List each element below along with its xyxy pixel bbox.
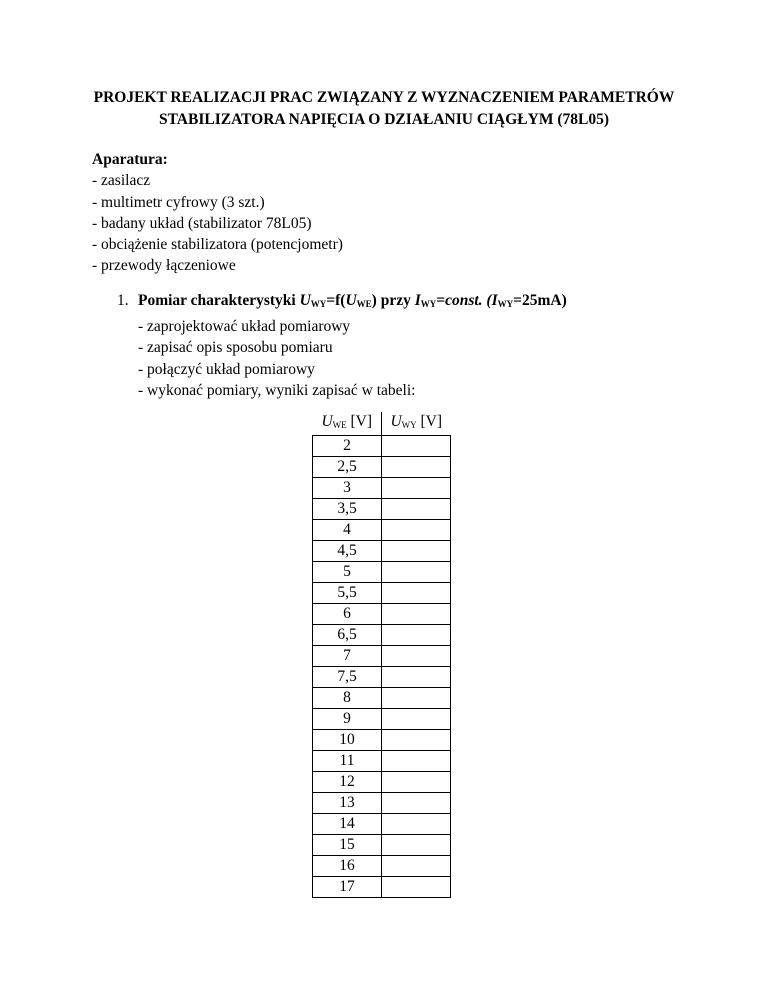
table-header-row	[313, 412, 451, 436]
uwe-value-cell: 7	[313, 646, 382, 667]
table-row	[313, 457, 451, 478]
section-number: 1.	[117, 292, 129, 309]
uwy-value-cell[interactable]	[382, 457, 451, 478]
col2-subscript: WY	[401, 420, 417, 430]
col1-unit: [V]	[346, 413, 373, 430]
table-row	[313, 730, 451, 751]
subscript-wy: WY	[420, 299, 437, 309]
apparatus-item: - badany układ (stabilizator 78L05)	[92, 214, 312, 232]
table-row	[313, 562, 451, 583]
uwe-value-cell: 4	[313, 520, 382, 541]
uwy-value-cell[interactable]	[382, 772, 451, 793]
uwy-value-cell[interactable]	[382, 730, 451, 751]
uwy-value-cell[interactable]	[382, 877, 451, 898]
symbol-u: U	[345, 292, 357, 309]
uwe-value-cell: 16	[313, 856, 382, 877]
uwy-value-cell[interactable]	[382, 478, 451, 499]
document-title	[60, 87, 708, 131]
uwy-value-cell[interactable]	[382, 604, 451, 625]
apparatus-item: - przewody łączeniowe	[92, 257, 236, 275]
uwe-value-cell: 15	[313, 835, 382, 856]
uwe-value-cell: 9	[313, 709, 382, 730]
uwe-value-cell: 5	[313, 562, 382, 583]
col2-symbol: U	[390, 413, 402, 430]
uwe-value-cell: 7,5	[313, 667, 382, 688]
section-1	[117, 290, 567, 402]
table-row	[313, 667, 451, 688]
apparatus-item: - obciążenie stabilizatora (potencjometr)	[92, 236, 343, 254]
uwe-value-cell: 12	[313, 772, 382, 793]
uwe-value-cell: 8	[313, 688, 382, 709]
table-row	[313, 772, 451, 793]
uwy-value-cell[interactable]	[382, 646, 451, 667]
uwe-value-cell: 13	[313, 793, 382, 814]
table-body	[313, 436, 451, 898]
section-1-heading	[117, 290, 567, 316]
column-header-uwe	[313, 412, 382, 436]
uwe-value-cell: 2	[313, 436, 382, 457]
uwy-value-cell[interactable]	[382, 814, 451, 835]
table-row	[313, 625, 451, 646]
uwe-value-cell: 5,5	[313, 583, 382, 604]
table-row	[313, 583, 451, 604]
uwy-value-cell[interactable]	[382, 751, 451, 772]
uwe-value-cell: 11	[313, 751, 382, 772]
table-row	[313, 793, 451, 814]
table-row	[313, 688, 451, 709]
column-header-uwy	[382, 412, 451, 436]
apparatus-list	[92, 149, 343, 277]
uwy-value-cell[interactable]	[382, 541, 451, 562]
uwe-value-cell: 3	[313, 478, 382, 499]
uwe-value-cell: 4,5	[313, 541, 382, 562]
apparatus-item: - zasilacz	[92, 172, 151, 190]
table-row	[313, 856, 451, 877]
symbol-i: I	[491, 292, 498, 309]
table-row	[313, 478, 451, 499]
uwy-value-cell[interactable]	[382, 583, 451, 604]
title-line-1: PROJEKT REALIZACJI PRAC ZWIĄZANY Z WYZNACZENIEM PARAMETRÓW	[93, 89, 675, 106]
table-row	[313, 709, 451, 730]
uwe-value-cell: 17	[313, 877, 382, 898]
subscript-wy: WY	[310, 299, 327, 309]
title-line-2: STABILIZATORA NAPIĘCIA O DZIAŁANIU CIĄGŁYM (78L05)	[159, 111, 609, 128]
uwy-value-cell[interactable]	[382, 688, 451, 709]
symbol-u: U	[299, 292, 311, 309]
table-row	[313, 835, 451, 856]
subscript-wy: WY	[497, 299, 514, 309]
uwe-value-cell: 10	[313, 730, 382, 751]
step-item: - zapisać opis sposobu pomiaru	[138, 339, 333, 356]
col1-subscript: WE	[332, 420, 347, 430]
step-item: - wykonać pomiary, wyniki zapisać w tabeli:	[138, 382, 416, 399]
table-row	[313, 814, 451, 835]
subscript-we: WE	[356, 299, 372, 309]
heading-przy: ) przy	[371, 292, 415, 309]
uwy-value-cell[interactable]	[382, 499, 451, 520]
apparatus-item: - multimetr cyfrowy (3 szt.)	[92, 193, 265, 211]
heading-value: =25mA)	[513, 292, 567, 309]
uwy-value-cell[interactable]	[382, 562, 451, 583]
uwy-value-cell[interactable]	[382, 625, 451, 646]
table-row	[313, 520, 451, 541]
uwy-value-cell[interactable]	[382, 835, 451, 856]
table-row	[313, 604, 451, 625]
table-row	[313, 646, 451, 667]
step-item: - zaprojektować układ pomiarowy	[138, 317, 351, 335]
uwy-value-cell[interactable]	[382, 520, 451, 541]
col2-unit: [V]	[416, 413, 443, 430]
heading-eq-f: =f(	[326, 292, 346, 309]
uwe-value-cell: 6	[313, 604, 382, 625]
uwe-value-cell: 14	[313, 814, 382, 835]
uwe-value-cell: 3,5	[313, 499, 382, 520]
uwy-value-cell[interactable]	[382, 709, 451, 730]
col1-symbol: U	[321, 413, 333, 430]
uwe-value-cell: 6,5	[313, 625, 382, 646]
table-row	[313, 877, 451, 898]
uwe-value-cell: 2,5	[313, 457, 382, 478]
heading-prefix: Pomiar charakterystyki	[138, 292, 300, 309]
uwy-value-cell[interactable]	[382, 436, 451, 457]
step-item: - połączyć układ pomiarowy	[138, 360, 315, 378]
uwy-value-cell[interactable]	[382, 667, 451, 688]
apparatus-heading: Aparatura:	[92, 151, 168, 168]
table-row	[313, 499, 451, 520]
table-row	[313, 751, 451, 772]
uwy-value-cell[interactable]	[382, 793, 451, 814]
table-row	[313, 436, 451, 457]
measurement-table	[312, 412, 451, 898]
heading-const: =const. (	[436, 292, 492, 309]
symbol-i: I	[414, 292, 421, 309]
uwy-value-cell[interactable]	[382, 856, 451, 877]
table-row	[313, 541, 451, 562]
